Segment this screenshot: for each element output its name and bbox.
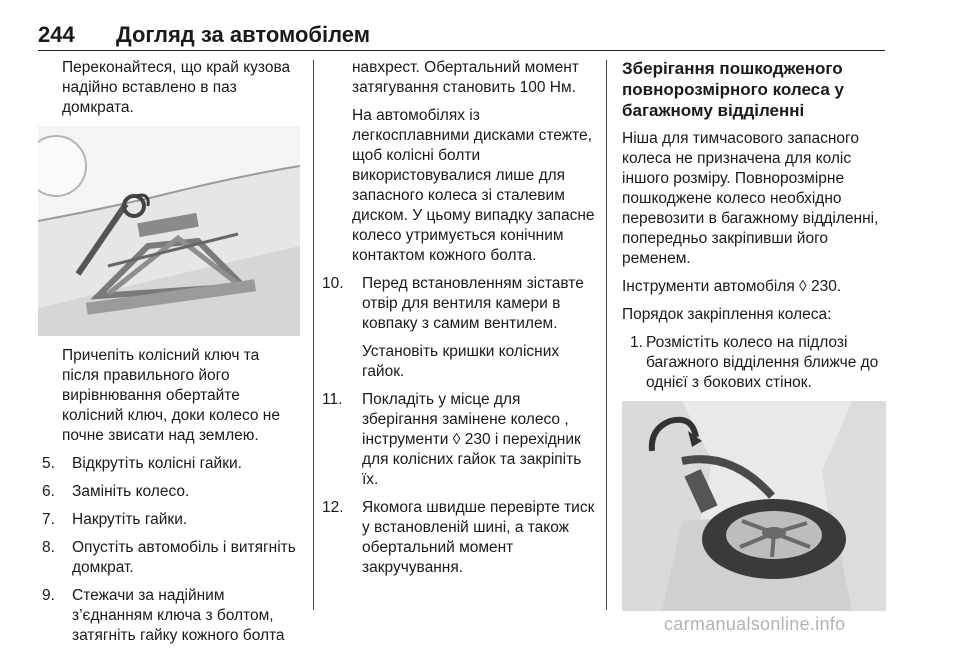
step-text: Відкрутіть колісні гайки. — [72, 455, 242, 472]
jack-illustration — [38, 126, 300, 336]
column-2 — [322, 58, 596, 586]
step-number: 10. — [322, 275, 344, 292]
step-number: 8. — [42, 539, 55, 556]
step-number: 9. — [42, 587, 55, 604]
column-1 — [38, 58, 300, 654]
list-item — [322, 498, 596, 578]
step-text: Якомога швидше перевірте тиск у встановленій шині, а також обертальний момент закручування. — [362, 499, 595, 576]
step-text: Стежачи за надійним з’єднанням ключа з болтом, затягніть гайку кожного болта — [72, 587, 285, 644]
step-extra-text: Установіть кришки колісних гайок. — [362, 343, 560, 380]
list-item — [322, 274, 596, 334]
column-divider — [313, 60, 314, 610]
list-item — [322, 390, 596, 490]
page-header — [38, 22, 885, 51]
alloy-wheel-note: На автомобілях із легкосплавними дисками стежте, щоб колісні болти використовувалися лише для запасного колеса зі сталевим диском. У цьому випадку запасне колесо утримується конічним контактом кожного болта. — [352, 107, 595, 264]
step-number: 12. — [322, 499, 344, 516]
step-number: 11. — [322, 391, 343, 408]
list-item — [38, 454, 300, 474]
step-text: Перед встановленням зіставте отвір для вентиля камери в ковпаку з самим вентилем. — [362, 275, 584, 332]
page-number: 244 — [38, 22, 75, 47]
list-item — [38, 510, 300, 530]
list-item — [38, 538, 300, 578]
watermark: carmanualsonline.info — [664, 614, 846, 634]
step-number: 6. — [42, 483, 55, 500]
after-figure-text: Причепіть колісний ключ та після правильного його вирівнювання обертайте колісний ключ, доки колесо не почне звисати над землею. — [62, 347, 280, 444]
step-number: 1. — [630, 334, 643, 351]
step-number: 5. — [42, 455, 55, 472]
step-text: Накрутіть гайки. — [72, 511, 188, 528]
section-heading: Зберігання пошкодженого повнорозмірного колеса у багажному відділенні — [622, 59, 844, 120]
column-3 — [622, 58, 894, 621]
continuation-text: навхрест. Обертальний момент затягування становить 100 Нм. — [352, 59, 579, 96]
storage-paragraph: Ніша для тимчасового запасного колеса не призначена для коліс іншого розміру. Повнорозмірне пошкоджене колесо необхідно перевозити в багажному відділенні, попередньо закріпивши його ременем. — [622, 130, 879, 267]
list-item — [38, 482, 300, 502]
step-text: Розмістіть колесо на підлозі багажного відділення ближче до однієї з бокових стінок. — [646, 334, 879, 391]
trunk-wheel-illustration — [622, 401, 886, 611]
step-number: 7. — [42, 511, 55, 528]
list-item — [622, 333, 894, 393]
column-divider — [606, 60, 607, 610]
page-title: Догляд за автомобілем — [116, 22, 371, 47]
tools-reference: Інструменти автомобіля ◊ 230. — [622, 278, 842, 295]
order-label: Порядок закріплення колеса: — [622, 306, 832, 323]
list-item — [38, 586, 300, 646]
step-text: Опустіть автомобіль і витягніть домкрат. — [72, 539, 296, 576]
step-text: Замініть колесо. — [72, 483, 190, 500]
intro-text: Переконайтеся, що край кузова надійно вставлено в паз домкрата. — [62, 59, 291, 116]
step-text: Покладіть у місце для зберігання замінене колесо , інструменти ◊ 230 і перехідник для колісних гайок та закріпіть їх. — [362, 391, 582, 488]
